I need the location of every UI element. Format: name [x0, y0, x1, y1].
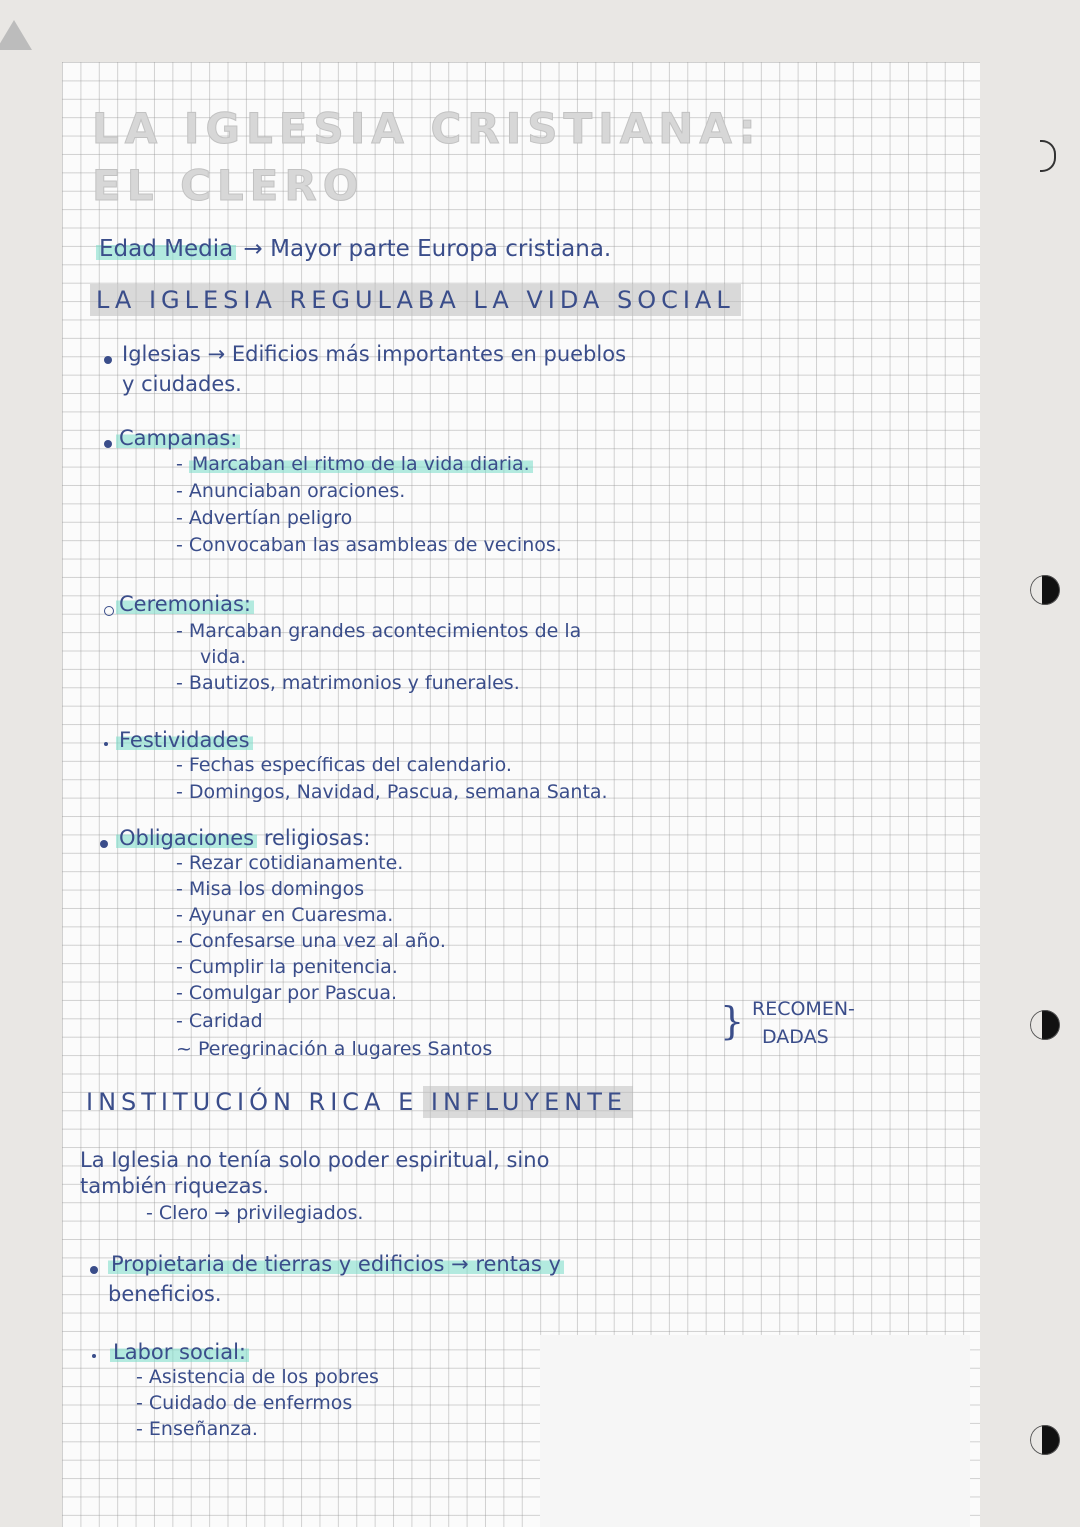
- section-heading-vida-social: LA IGLESIA REGULABA LA VIDA SOCIAL: [90, 288, 741, 312]
- obligaciones-item: - Caridad: [176, 1010, 263, 1032]
- binder-ring-mark: [1040, 140, 1056, 172]
- bullet-icon: [92, 1354, 96, 1358]
- campanas-item: - Advertían peligro: [176, 507, 353, 529]
- bullet-icon: [100, 840, 108, 848]
- binder-hole-2: [1030, 1010, 1060, 1040]
- brace-icon: }: [720, 999, 745, 1043]
- propietaria-line-2: beneficios.: [108, 1282, 222, 1306]
- riqueza-paragraph-1: La Iglesia no tenía solo poder espiritual, sino: [80, 1148, 550, 1172]
- labor-social-item: - Cuidado de enfermos: [136, 1392, 353, 1414]
- labor-social-label: Labor social:: [110, 1342, 249, 1363]
- arrow-icon: →: [214, 1202, 231, 1224]
- labor-social-item: - Enseñanza.: [136, 1418, 258, 1440]
- iglesias-line-2: y ciudades.: [122, 372, 242, 396]
- recomendadas-note-2: DADAS: [762, 1026, 829, 1048]
- obligaciones-item: - Misa los domingos: [176, 878, 365, 900]
- intro-term: Edad Media: [96, 236, 236, 262]
- page-subtitle: EL CLERO: [92, 161, 365, 210]
- obligaciones-item: - Confesarse una vez al año.: [176, 930, 446, 952]
- bullet-icon: [90, 1266, 98, 1274]
- obligaciones-label: Obligaciones religiosas:: [116, 828, 370, 849]
- intro-line: [96, 238, 611, 261]
- arrow-icon: →: [207, 342, 226, 366]
- riqueza-paragraph-2: también riquezas.: [80, 1174, 270, 1198]
- page-corner-arrow: [0, 20, 32, 50]
- propietaria-line-1: Propietaria de tierras y edificios → rentas y: [108, 1254, 564, 1275]
- sticky-note: [540, 1335, 970, 1527]
- labor-social-item: - Asistencia de los pobres: [136, 1366, 379, 1388]
- obligaciones-item: - Comulgar por Pascua.: [176, 982, 398, 1004]
- bullet-icon: [104, 606, 114, 616]
- obligaciones-item: - Rezar cotidianamente.: [176, 852, 404, 874]
- ceremonias-item-cont: vida.: [200, 646, 247, 668]
- obligaciones-item: ~ Peregrinación a lugares Santos: [176, 1038, 493, 1060]
- ceremonias-label: Ceremonias:: [116, 594, 254, 615]
- campanas-label: Campanas:: [116, 428, 240, 449]
- iglesias-label: Iglesias: [122, 342, 201, 366]
- bullet-icon: [104, 440, 112, 448]
- campanas-item: - Anunciaban oraciones.: [176, 480, 406, 502]
- page-title: LA IGLESIA CRISTIANA:: [92, 104, 762, 153]
- obligaciones-item: - Ayunar en Cuaresma.: [176, 904, 394, 926]
- bullet-icon: [104, 356, 112, 364]
- arrow-icon: →: [243, 236, 263, 262]
- campanas-item: - Marcaban el ritmo de la vida diaria.: [176, 455, 533, 474]
- obligaciones-item: - Cumplir la penitencia.: [176, 956, 398, 978]
- bullet-icon: [104, 742, 108, 746]
- section-heading-institucion: INSTITUCIÓN RICA E INFLUYENTE: [80, 1090, 633, 1114]
- recomendadas-note-1: RECOMEN-: [752, 998, 855, 1020]
- festividades-item: - Domingos, Navidad, Pascua, semana Santa.: [176, 781, 608, 803]
- iglesias-line: [122, 344, 626, 365]
- binder-hole-1: [1030, 575, 1060, 605]
- campanas-item: - Convocaban las asambleas de vecinos.: [176, 534, 562, 556]
- iglesias-text: Edificios más importantes en pueblos: [231, 342, 627, 366]
- intro-text: Mayor parte Europa cristiana.: [270, 236, 612, 262]
- binder-hole-3: [1030, 1425, 1060, 1455]
- festividades-label: Festividades: [116, 730, 253, 751]
- festividades-item: - Fechas específicas del calendario.: [176, 754, 512, 776]
- clero-line: - Clero → privilegiados.: [146, 1202, 364, 1224]
- ceremonias-item: - Bautizos, matrimonios y funerales.: [176, 672, 520, 694]
- ceremonias-item: - Marcaban grandes acontecimientos de la: [176, 620, 582, 642]
